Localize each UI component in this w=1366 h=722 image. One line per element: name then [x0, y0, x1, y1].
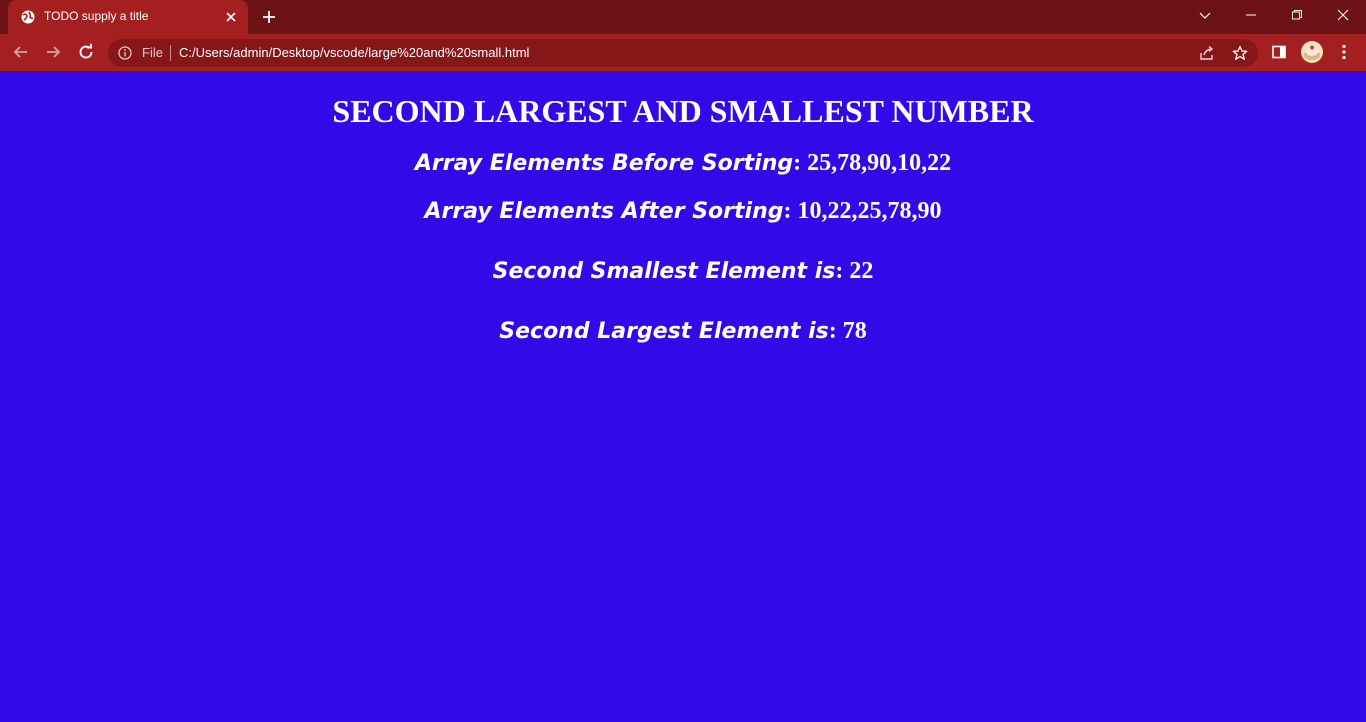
new-tab-plus-icon[interactable]	[260, 8, 278, 26]
second-largest-value: : 78	[828, 318, 867, 344]
close-tab-icon[interactable]	[224, 10, 238, 24]
second-largest-line	[0, 316, 1366, 347]
after-sorting-label: Array Elements After Sorting	[424, 199, 784, 224]
before-sorting-label: Array Elements Before Sorting	[414, 151, 794, 176]
omnibox-divider	[170, 45, 171, 61]
second-largest-label: Second Largest Element is	[499, 319, 829, 344]
before-sorting-line	[0, 148, 1366, 179]
globe-icon	[21, 10, 35, 24]
forward-arrow-icon[interactable]	[42, 41, 64, 63]
scheme-label: File	[142, 45, 163, 60]
after-sorting-line	[0, 196, 1366, 227]
browser-toolbar	[0, 34, 1366, 71]
info-icon[interactable]	[118, 46, 132, 60]
before-sorting-value: : 25,78,90,10,22	[793, 150, 952, 176]
address-bar[interactable]	[108, 39, 1258, 67]
browser-tab[interactable]	[8, 0, 248, 34]
tab-search-chevron-icon[interactable]	[1182, 0, 1228, 30]
url-text[interactable]: C:/Users/admin/Desktop/vscode/large%20and%20small.html	[179, 45, 530, 60]
back-arrow-icon[interactable]	[10, 41, 32, 63]
second-smallest-line	[0, 256, 1366, 287]
minimize-icon[interactable]	[1228, 0, 1274, 30]
side-panel-icon[interactable]	[1270, 43, 1288, 61]
second-smallest-value: : 22	[835, 258, 874, 284]
profile-avatar[interactable]	[1301, 41, 1323, 63]
browser-titlebar	[0, 0, 1366, 34]
more-menu-icon[interactable]	[1335, 43, 1353, 61]
after-sorting-value: : 10,22,25,78,90	[783, 198, 942, 224]
share-icon[interactable]	[1199, 45, 1215, 61]
tab-title: TODO supply a title	[44, 9, 149, 23]
second-smallest-label: Second Smallest Element is	[492, 259, 836, 284]
page-heading: SECOND LARGEST AND SMALLEST NUMBER	[332, 93, 1034, 129]
bookmark-star-icon[interactable]	[1232, 45, 1248, 61]
reload-icon[interactable]	[75, 41, 97, 63]
page-content	[0, 71, 1366, 722]
restore-icon[interactable]	[1274, 0, 1320, 30]
close-window-icon[interactable]	[1320, 0, 1366, 30]
